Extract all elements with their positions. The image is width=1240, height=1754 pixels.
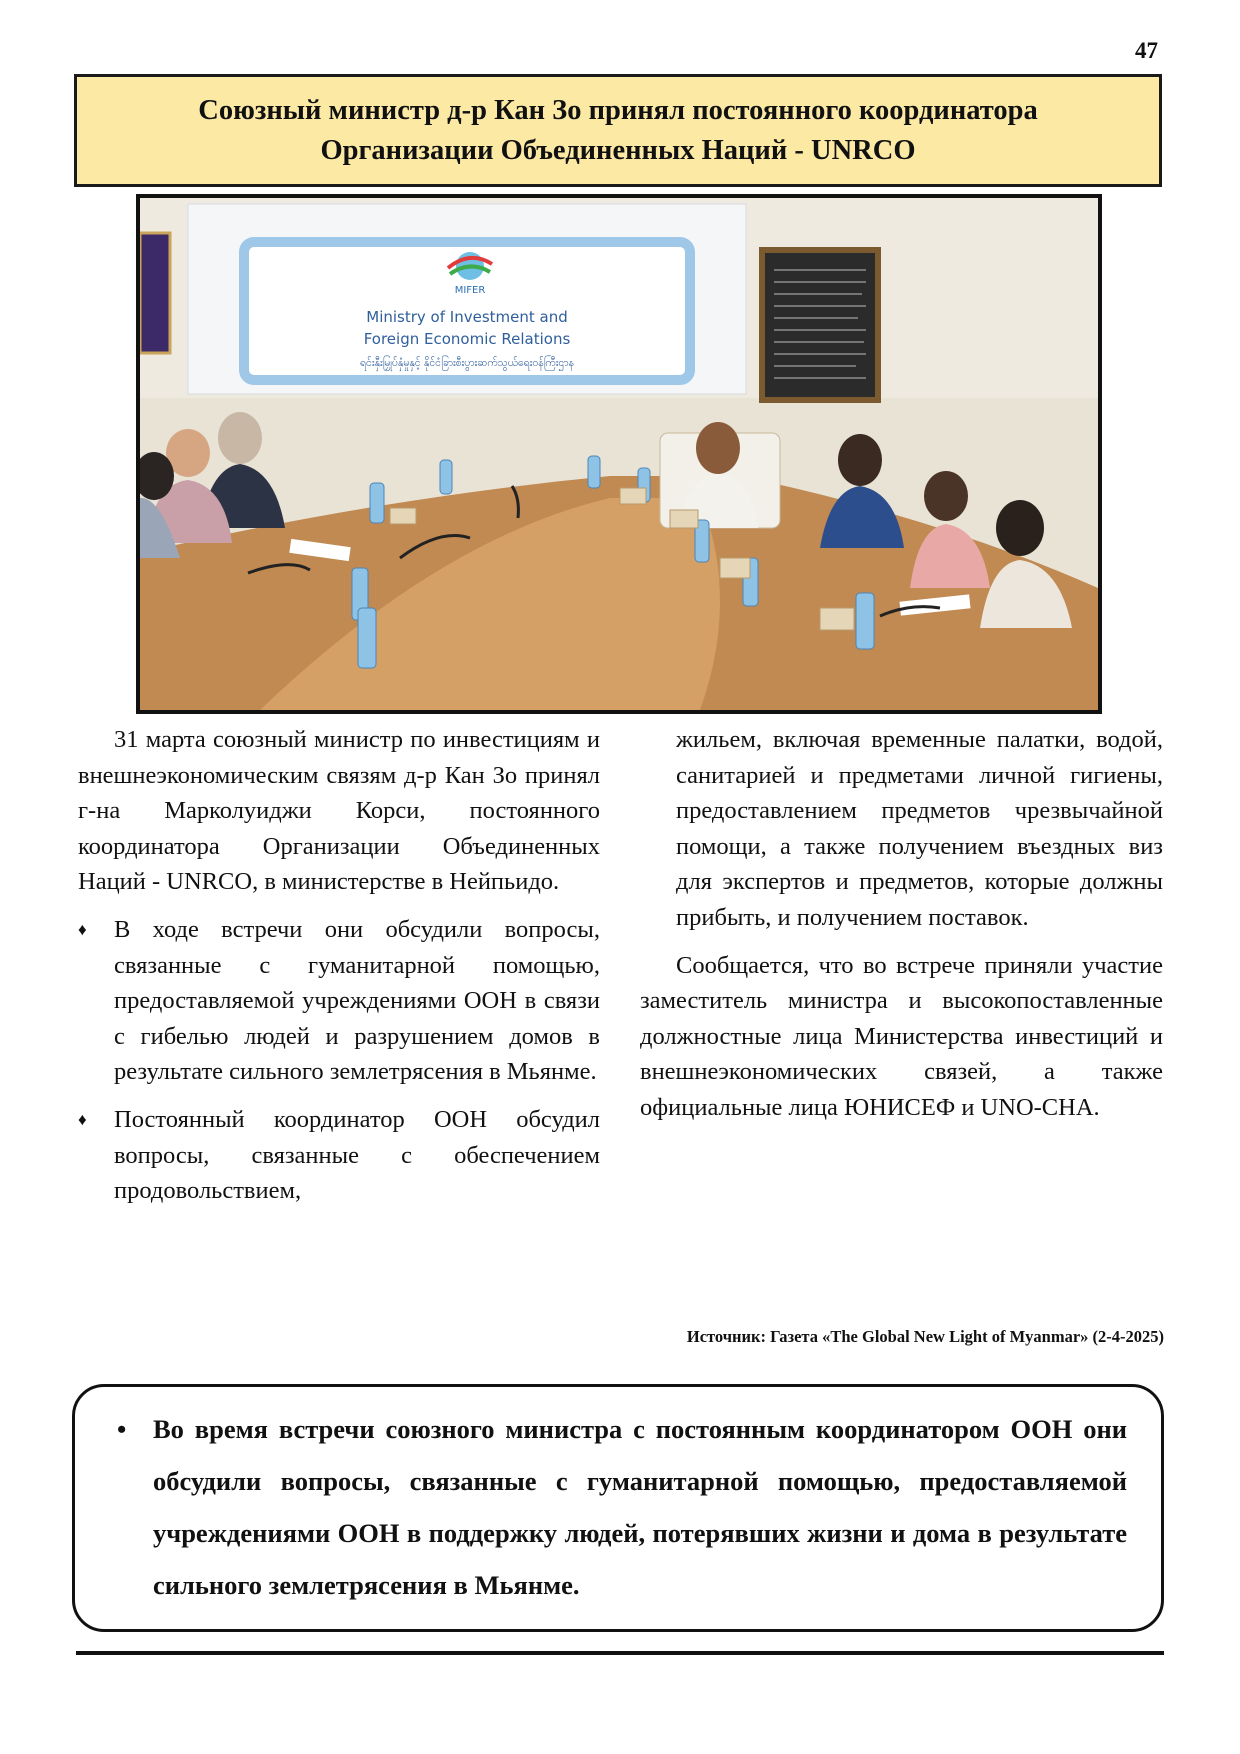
- meeting-photo: [136, 194, 1102, 714]
- headline-line-1: Союзный министр д-р Кан Зо принял постоянного координатора: [198, 94, 1038, 126]
- page-number: 47: [1135, 38, 1158, 63]
- banner-line-2: Foreign Economic Relations: [363, 330, 571, 348]
- banner-line-3: ရင်းနှီးမြှုပ်နှံမှုနှင့် နိုင်ငံခြားစီးပွားဆက်သွယ်ရေးဝန်ကြီးဌာန: [360, 357, 574, 369]
- article-source: Источник: Газета «The Global New Light of Myanmar» (2-4-2025): [686, 1327, 1164, 1346]
- article-intro: 31 марта союзный министр по инвестициям и внешнеэкономическим связям д-р Кан Зо принял г-на Марколуиджи Корси, постоянного координатора Организации Объединенных Наций - UNRCO, в министерстве в Нейпьидо.: [78, 726, 600, 896]
- article-closing: Сообщается, что во встрече приняли участие заместитель министра и высокопоставленные должностные лица Министерства инвестиций и внешнеэкономических связей, а также официальные лица ЮНИСЕФ и UNO-CHA.: [640, 951, 1163, 1121]
- article-bullet-1: ♦ В ходе встречи они обсудили вопросы, связанные с гуманитарной помощью, предоставляемой учреждениями ООН в связи с гибелью людей и разрушением домов в результате сильного землетрясения в Мьянме.: [78, 912, 600, 1090]
- summary-box: [72, 1384, 1164, 1632]
- bottom-divider: [76, 1651, 1164, 1655]
- meeting-photo-illustration: [140, 198, 1098, 710]
- article-column-left: [78, 722, 600, 1209]
- article-column-right: [640, 722, 1163, 1126]
- article-bullet-2-continued: жильем, включая временные палатки, водой, санитарией и предметами личной гигиены, предоставлением предметов чрезвычайной помощи, а также получением въездных виз для экспертов и предметов, которые должны прибыть, и получением поставок.: [676, 726, 1163, 931]
- summary-text: • Во время встречи союзного министра с постоянным координатором ООН они обсудили вопросы, связанные с гуманитарной помощью, предоставляемой учреждениями ООН в поддержку людей, потерявших жизни и дома в результате сильного землетрясения в Мьянме.: [127, 1403, 1127, 1611]
- headline-line-2: Организации Объединенных Наций - UNRCO: [320, 134, 916, 166]
- banner-line-1: Ministry of Investment and: [366, 308, 568, 326]
- headline-box: [74, 74, 1162, 187]
- article-bullet-2-start: ♦ Постоянный координатор ООН обсудил вопросы, связанные с обеспечением продовольствием,: [78, 1102, 600, 1209]
- banner-logo-text: MIFER: [454, 285, 486, 296]
